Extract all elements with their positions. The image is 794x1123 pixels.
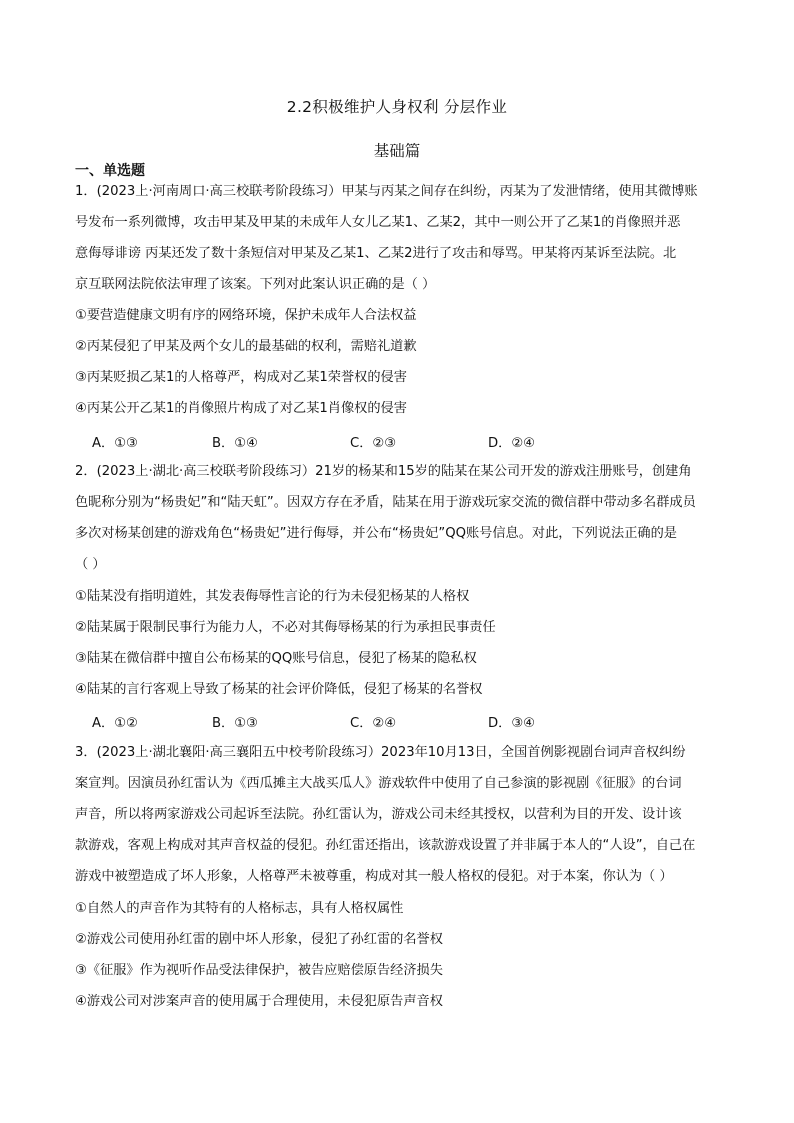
question-3-statement: ③《征服》作为视听作品受法律保护，被告应赔偿原告经济损失 — [75, 963, 443, 978]
option-d[interactable]: D．③④ — [488, 716, 535, 731]
page-title: 2.2积极维护人身权利 分层作业 — [286, 98, 508, 116]
section-heading: 一、单选题 — [75, 163, 145, 179]
question-3-text-line: 款游戏，客观上构成对其声音权益的侵犯。孙红雷还指出，该款游戏设置了并非属于本人的“人设”，自己在 — [75, 838, 696, 853]
question-3-statement: ①自然人的声音作为其特有的人格标志，具有人格权属性 — [75, 901, 404, 916]
question-3-text-line: 3．(2023上·湖北襄阳·高三襄阳五中校考阶段练习）2023年10月13日，全国首例影视剧台词声音权纠纷 — [75, 745, 686, 760]
question-1-statement: ①要营造健康文明有序的网络环境，保护未成年人合法权益 — [75, 308, 417, 323]
question-1-text-line: 京互联网法院依法审理了该案。下列对此案认识正确的是（ ） — [75, 277, 436, 292]
question-2-text-line: 色昵称分别为“杨贵妃”和“陆天虹”。因双方存在矛盾，陆某在用于游戏玩家交流的微信群中带动多名群成员 — [75, 495, 696, 510]
question-1-text-line: 意侮辱诽谤 丙某还发了数十条短信对甲某及乙某1、乙某2进行了攻击和辱骂。甲某将丙某诉至法院。北 — [75, 246, 677, 261]
question-1-statement: ④丙某公开乙某1的肖像照片构成了对乙某1肖像权的侵害 — [75, 401, 407, 416]
option-b[interactable]: B．①④ — [212, 436, 258, 451]
option-c[interactable]: C．②③ — [350, 436, 397, 451]
question-1-statement: ③丙某贬损乙某1的人格尊严，构成对乙某1荣誉权的侵害 — [75, 370, 407, 385]
question-3-text-line: 案宣判。因演员孙红雷认为《西瓜摊主大战买瓜人》游戏软件中使用了自己参演的影视剧《征服》的台词 — [75, 776, 682, 791]
question-1-statement: ②丙某侵犯了甲某及两个女儿的最基础的权利，需赔礼道歉 — [75, 339, 417, 354]
option-c[interactable]: C．②④ — [350, 716, 397, 731]
option-a[interactable]: A．①③ — [92, 436, 138, 451]
option-a[interactable]: A．①② — [92, 716, 138, 731]
question-2-text-line: （ ） — [75, 557, 106, 572]
question-2-statement: ④陆某的言行客观上导致了杨某的社会评价降低，侵犯了杨某的名誉权 — [75, 682, 483, 697]
question-3-statement: ②游戏公司使用孙红雷的剧中坏人形象，侵犯了孙红雷的名誉权 — [75, 932, 443, 947]
question-3-statement: ④游戏公司对涉案声音的使用属于合理使用，未侵犯原告声音权 — [75, 994, 443, 1009]
question-2-text-line: 多次对杨某创建的游戏角色“杨贵妃”进行侮辱，并公布“杨贵妃”QQ账号信息。对此，下列说法正确的是 — [75, 526, 677, 541]
question-2-statement: ③陆某在微信群中擅自公布杨某的QQ账号信息，侵犯了杨某的隐私权 — [75, 651, 477, 666]
question-2-statement: ①陆某没有指明道姓，其发表侮辱性言论的行为未侵犯杨某的人格权 — [75, 589, 470, 604]
option-d[interactable]: D．②④ — [488, 436, 535, 451]
question-3-text-line: 游戏中被塑造成了坏人形象，人格尊严未被尊重，构成对其一般人格权的侵犯。对于本案，你认为（ ） — [75, 869, 673, 884]
question-1-text-line: 号发布一系列微博，攻击甲某及甲某的未成年人女儿乙某1、乙某2，其中一则公开了乙某1的肖像照并恶 — [75, 215, 681, 230]
question-2-text-line: 2．(2023上·湖北·高三校联考阶段练习）21岁的杨某和15岁的陆某在某公司开发的游戏注册账号，创建角 — [75, 464, 692, 479]
question-1-text-line: 1．(2023上·河南周口·高三校联考阶段练习）甲某与丙某之间存在纠纷，丙某为了发泄情绪，使用其微博账 — [75, 184, 698, 199]
question-3-text-line: 声音，所以将两家游戏公司起诉至法院。孙红雷认为，游戏公司未经其授权，以营利为目的开发、设计该 — [75, 807, 682, 822]
option-b[interactable]: B．①③ — [212, 716, 258, 731]
page-subtitle: 基础篇 — [373, 142, 421, 160]
question-2-statement: ②陆某属于限制民事行为能力人，不必对其侮辱杨某的行为承担民事责任 — [75, 620, 496, 635]
